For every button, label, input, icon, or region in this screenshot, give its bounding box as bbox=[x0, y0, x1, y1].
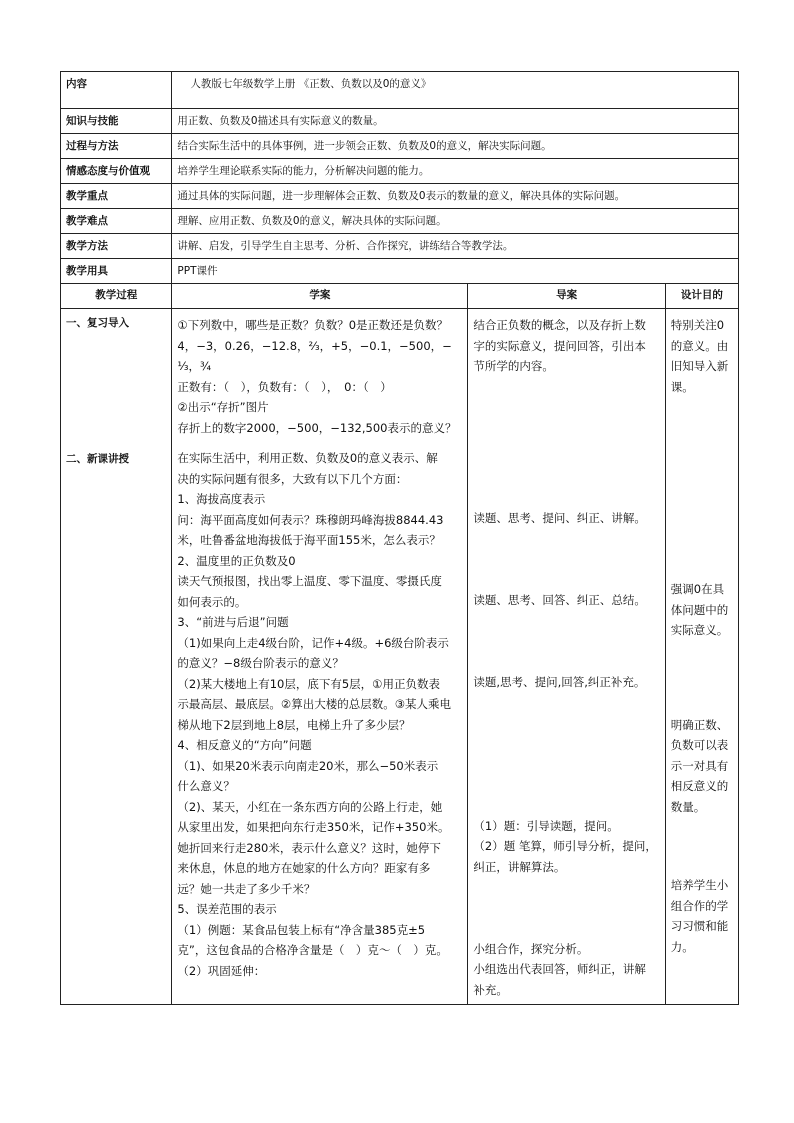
guide-line bbox=[473, 754, 659, 775]
info-label: 内容 bbox=[61, 72, 172, 109]
lesson-line: 米，吐鲁番盆地海拔低于海平面155米，怎么表示？ bbox=[177, 533, 441, 547]
header-teacher-plan: 导案 bbox=[468, 284, 665, 309]
stage-review: 一、复习导入 bbox=[66, 317, 129, 329]
lesson-line: 决的实际问题有很多，大致有以下几个方面： bbox=[177, 471, 408, 486]
lesson-line: 她折回来行走280米，表示什么意义？这时，她停下 bbox=[177, 840, 441, 855]
info-label: 教学方法 bbox=[61, 234, 172, 259]
lesson-line: （2）巩固延伸： bbox=[177, 963, 266, 978]
info-label: 知识与技能 bbox=[61, 109, 172, 134]
info-value: 理解、应用正数、负数及0的意义，解决具体的实际问题。 bbox=[172, 209, 739, 234]
purpose-line: 的意义。由 bbox=[670, 338, 729, 353]
guide-line bbox=[473, 549, 659, 570]
guide-line bbox=[473, 467, 659, 488]
purpose-line: 相反意义的 bbox=[670, 779, 729, 793]
purpose-line: 强调0在具 bbox=[670, 582, 725, 596]
guide-line bbox=[473, 611, 659, 632]
lesson-plan-table bbox=[60, 71, 739, 1005]
lesson-line: 示最高层、最底层。②算出大楼的总层数。③某人乘电 bbox=[177, 697, 452, 711]
review-line: ①下列数中，哪些是正数？负数？0是正数还是负数？ bbox=[177, 318, 449, 332]
stage-new-lesson: 二、新课讲授 bbox=[66, 453, 129, 465]
process-section bbox=[61, 284, 739, 1005]
info-label: 教学用具 bbox=[61, 259, 172, 284]
lesson-plan bbox=[60, 71, 739, 1005]
header-student-plan: 学案 bbox=[172, 284, 468, 309]
info-row bbox=[61, 184, 739, 209]
info-row bbox=[61, 259, 739, 284]
guide-line bbox=[473, 447, 659, 468]
guide-line: 小组合作，探究分析。 bbox=[473, 941, 589, 956]
header-design-purpose: 设计目的 bbox=[665, 284, 738, 309]
review-content bbox=[177, 315, 462, 438]
guide-line bbox=[473, 734, 659, 755]
info-value: 通过具体的实际问题，进一步理解体会正数、负数及0表示的数量的意义，解决具体的实际问题。 bbox=[172, 184, 739, 209]
guide-line: 结合正负数的概念，以及存折上数 bbox=[473, 318, 646, 332]
purpose-opposite-quantities bbox=[671, 715, 733, 818]
info-label: 过程与方法 bbox=[61, 134, 172, 159]
lesson-line: 4、相反意义的“方向”问题 bbox=[177, 738, 312, 752]
stage-cell bbox=[61, 309, 172, 1005]
purpose-line: 明确正数、 bbox=[670, 717, 729, 732]
lesson-line: 克”，这包食品的合格净含量是（ ）克～（ ）克。 bbox=[177, 943, 448, 957]
info-row bbox=[61, 234, 739, 259]
info-row bbox=[61, 209, 739, 234]
header-process: 教学过程 bbox=[61, 284, 172, 309]
purpose-line: 数量。 bbox=[670, 799, 706, 814]
info-value: 讲解、启发，引导学生自主思考、分析、合作探究，讲练结合等教学法。 bbox=[172, 234, 739, 259]
guide-line: （2）题 笔算，师引导分析，提问， bbox=[473, 839, 657, 853]
teacher-plan-cell bbox=[468, 309, 665, 1005]
lesson-line: 梯从地下2层到地上8层，电梯上升了多少层？ bbox=[177, 717, 411, 732]
info-value: 用正数、负数及0描述具有实际意义的数量。 bbox=[172, 109, 739, 134]
purpose-line: 力。 bbox=[670, 939, 694, 954]
guide-line: （1）题：引导读题，提问。 bbox=[473, 818, 619, 833]
purpose-line: 培养学生小 bbox=[670, 878, 729, 892]
review-line: ⅓，¾ bbox=[177, 359, 212, 373]
purpose-line: 课。 bbox=[670, 379, 694, 394]
info-value: 人教版七年级数学上册 《正数、负数以及0的意义》 bbox=[172, 72, 739, 109]
guide-line bbox=[473, 918, 659, 939]
info-value: 培养学生理论联系实际的能力，分析解决问题的能力。 bbox=[172, 159, 739, 184]
lesson-line: 什么意义？ bbox=[177, 779, 235, 793]
guide-line: 节所学的内容。 bbox=[473, 359, 554, 373]
lesson-line: （2)、某天，小红在一条东西方向的公路上行走，她 bbox=[177, 799, 443, 814]
review-line: 4，−3，0.26，−12.8，⅔，+5，−0.1，−500，− bbox=[177, 338, 452, 353]
guide-line: 纠正，讲解算法。 bbox=[473, 859, 566, 874]
purpose-line: 习习惯和能 bbox=[670, 919, 729, 933]
guide-line: 小组选出代表回答，师纠正，讲解 bbox=[473, 962, 646, 976]
info-section bbox=[61, 72, 739, 284]
lesson-line: 问：海平面高度如何表示？珠穆朗玛峰海拔8844.43 bbox=[177, 512, 444, 527]
info-row bbox=[61, 72, 739, 109]
guide-line bbox=[473, 775, 659, 796]
lesson-line: 读天气预报图，找出零上温度、零下温度、零摄氏度 bbox=[177, 574, 442, 588]
purpose-zero-meaning bbox=[671, 579, 733, 641]
lesson-line: 如何表示的。 bbox=[177, 594, 247, 609]
lesson-line: 来休息，休息的地方在她家的什么方向？距家有多 bbox=[177, 861, 431, 875]
lesson-line: （2)某大楼地上有10层，底下有5层，①用正负数表 bbox=[177, 676, 440, 691]
guide-line: 补充。 bbox=[473, 982, 508, 997]
info-value: PPT课件 bbox=[172, 259, 739, 284]
new-lesson-guide bbox=[473, 447, 659, 1001]
purpose-line: 旧知导入新 bbox=[670, 359, 729, 373]
review-line: ②出示“存折”图片 bbox=[177, 400, 269, 414]
guide-line: 读题、思考、提问、纠正、讲解。 bbox=[473, 511, 646, 525]
guide-line bbox=[473, 898, 659, 919]
purpose-line: 示一对具有 bbox=[670, 758, 729, 773]
review-line: 正数有：（ ），负数有：（ ）， 0：（ ） bbox=[177, 379, 392, 394]
info-value: 结合实际生活中的具体事例，进一步领会正数、负数及0的意义，解决实际问题。 bbox=[172, 134, 739, 159]
purpose-line: 实际意义。 bbox=[670, 623, 729, 637]
lesson-line: （1)如果向上走4级台阶，记作+4级。+6级台阶表示 bbox=[177, 635, 449, 650]
review-purpose bbox=[671, 315, 733, 397]
process-body-row bbox=[61, 309, 739, 1005]
lesson-line: 3、“前进与后退”问题 bbox=[177, 615, 289, 629]
lesson-line: 2、温度里的正负数及0 bbox=[177, 553, 296, 568]
purpose-group-work bbox=[671, 875, 733, 957]
guide-line bbox=[473, 877, 659, 898]
lesson-line: （1）例题：某食品包装上标有“净含量385克±5 bbox=[177, 922, 426, 937]
info-row bbox=[61, 109, 739, 134]
purpose-line: 负数可以表 bbox=[670, 738, 729, 752]
purpose-line: 体问题中的 bbox=[670, 602, 729, 617]
lesson-line: 远？她一共走了多少千米？ bbox=[177, 881, 316, 896]
new-lesson-content bbox=[177, 448, 462, 981]
purpose-line: 组合作的学 bbox=[670, 898, 729, 913]
purpose-line: 特别关注0 bbox=[670, 318, 725, 332]
process-header-row bbox=[61, 284, 739, 309]
review-guide bbox=[473, 315, 659, 377]
guide-line bbox=[473, 795, 659, 816]
lesson-line: （1)、如果20米表示向南走20米，那么−50米表示 bbox=[177, 758, 439, 773]
info-label: 教学难点 bbox=[61, 209, 172, 234]
guide-line bbox=[473, 652, 659, 673]
student-plan-cell bbox=[172, 309, 468, 1005]
guide-line bbox=[473, 631, 659, 652]
guide-line bbox=[473, 693, 659, 714]
lesson-line: 在实际生活中，利用正数、负数及0的意义表示、解 bbox=[177, 451, 438, 465]
guide-line: 读题、思考、回答、纠正、总结。 bbox=[473, 593, 646, 607]
lesson-line: 1、海拔高度表示 bbox=[177, 492, 266, 506]
purpose-cell bbox=[665, 309, 738, 1005]
guide-line: 字的实际意义，提问回答，引出本 bbox=[473, 338, 646, 353]
guide-line bbox=[473, 570, 659, 591]
guide-line bbox=[473, 713, 659, 734]
info-row bbox=[61, 134, 739, 159]
review-line: 存折上的数字2000，−500，−132,500表示的意义？ bbox=[177, 420, 457, 435]
info-label: 情感态度与价值观 bbox=[61, 159, 172, 184]
info-label: 教学重点 bbox=[61, 184, 172, 209]
guide-line bbox=[473, 529, 659, 550]
lesson-line: 5、误差范围的表示 bbox=[177, 902, 277, 916]
guide-line bbox=[473, 488, 659, 509]
lesson-line: 的意义？−8级台阶表示的意义？ bbox=[177, 656, 344, 670]
lesson-line: 从家里出发，如果把向东行走350米，记作+350米。 bbox=[177, 820, 450, 834]
guide-line: 读题,思考、提问,回答,纠正补充。 bbox=[473, 675, 646, 689]
info-row bbox=[61, 159, 739, 184]
